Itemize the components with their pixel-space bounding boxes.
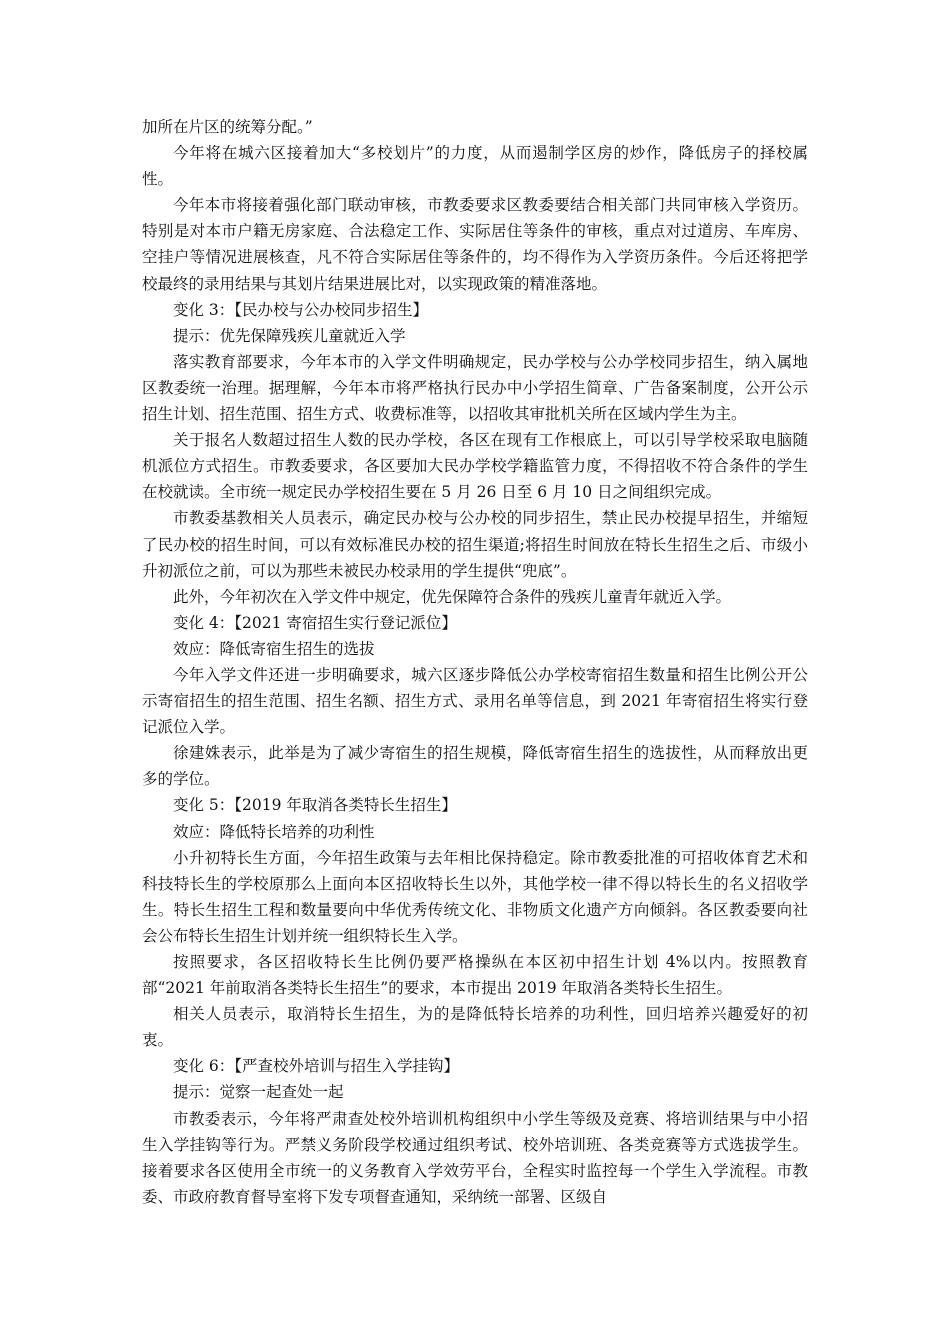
section-heading: 变化 6：【严查校外培训与招生入学挂钩】	[173, 1057, 460, 1076]
paragraph: 徐建姝表示，此举是为了减少寄宿生的招生规模，降低寄宿生招生的选拔性，从而释放出更多的学位。	[142, 744, 808, 789]
paragraph: 关于报名人数超过招生人数的民办学校，各区在现有工作根底上，可以引导学校采取电脑随机派位方式招生。市教委要求，各区要加大民办学校学籍监管力度，不得招收不符合条件的学生在校就读。全市统一规定民办学校招生要在 5 月 26 日至 6 月 10 日之间组织完成。	[142, 431, 808, 502]
paragraph: 此外，今年初次在入学文件中规定，优先保障符合条件的残疾儿童青年就近入学。	[173, 587, 732, 606]
paragraph: 今年本市将接着强化部门联动审核，市教委要求区教委要结合相关部门共同审核入学资历。特别是对本市户籍无房家庭、合法稳定工作、实际居住等条件的审核，重点对过道房、车库房、空挂户等情况进展核查，凡不符合实际居住等条件的，均不得作为入学资历条件。今后还将把学校最终的录用结果与其划片结果进展比对，以实现政策的精准落地。	[142, 196, 808, 293]
section-hint: 效应：降低特长培养的功利性	[173, 822, 375, 841]
section-heading: 变化 5：【2019 年取消各类特长生招生】	[173, 796, 457, 815]
section-hint: 提示：优先保障残疾儿童就近入学	[173, 326, 406, 345]
paragraph: 市教委表示，今年将严肃查处校外培训机构组织中小学生等级及竞赛、将培训结果与中小招生入学挂钩等行为。严禁义务阶段学校通过组织考试、校外培训班、各类竞赛等方式选拔学生。接着要求各区使用全市统一的义务教育入学效劳平台，全程实时监控每一个学生入学流程。市教委、市政府教育督导室将下发专项督查通知，采纳统一部署、区级自	[142, 1109, 808, 1206]
paragraph: 小升初特长生方面，今年招生政策与去年相比保持稳定。除市教委批准的可招收体育艺术和科技特长生的学校原那么上面向本区招收特长生以外，其他学校一律不得以特长生的名义招收学生。特长生招生工程和数量要向中华优秀传统文化、非物质文化遗产方向倾斜。各区教委要向社会公布特长生招生计划并统一组织特长生入学。	[142, 848, 808, 945]
paragraph: 加所在片区的统筹分配。”	[142, 118, 313, 136]
document-page	[142, 114, 808, 1210]
section-heading: 变化 4：【2021 寄宿招生实行登记派位】	[173, 613, 457, 632]
paragraph: 今年将在城六区接着加大“多校划片”的力度，从而遏制学区房的炒作，降低房子的择校属性。	[142, 144, 808, 189]
section-hint: 效应：降低寄宿生招生的选拔	[173, 639, 375, 658]
paragraph: 相关人员表示，取消特长生招生，为的是降低特长培养的功利性，回归培养兴趣爱好的初衷。	[142, 1005, 808, 1050]
section-heading: 变化 3：【民办校与公办校同步招生】	[173, 300, 429, 319]
paragraph: 按照要求，各区招收特长生比例仍要严格操纵在本区初中招生计划 4%以内。按照教育部“2021 年前取消各类特长生招生”的要求，本市提出 2019 年取消各类特长生招生。	[142, 953, 808, 998]
paragraph: 今年入学文件还进一步明确要求，城六区逐步降低公办学校寄宿招生数量和招生比例公开公示寄宿招生的招生范围、招生名额、招生方式、录用名单等信息，到 2021 年寄宿招生将实行登记派位入学。	[142, 665, 808, 737]
paragraph: 落实教育部要求，今年本市的入学文件明确规定，民办学校与公办学校同步招生，纳入属地区教委统一治理。据理解，今年本市将严格执行民办中小学招生简章、广告备案制度，公开公示招生计划、招生范围、招生方式、收费标准等，以招收其审批机关所在区域内学生为主。	[142, 352, 808, 424]
section-hint: 提示：觉察一起查处一起	[173, 1083, 344, 1102]
paragraph: 市教委基教相关人员表示，确定民办校与公办校的同步招生，禁止民办校提早招生，并缩短了民办校的招生时间，可以有效标准民办校的招生渠道;将招生时间放在特长生招生之后、市级小升初派位之前，可以为那些未被民办校录用的学生提供“兜底”。	[142, 509, 808, 580]
